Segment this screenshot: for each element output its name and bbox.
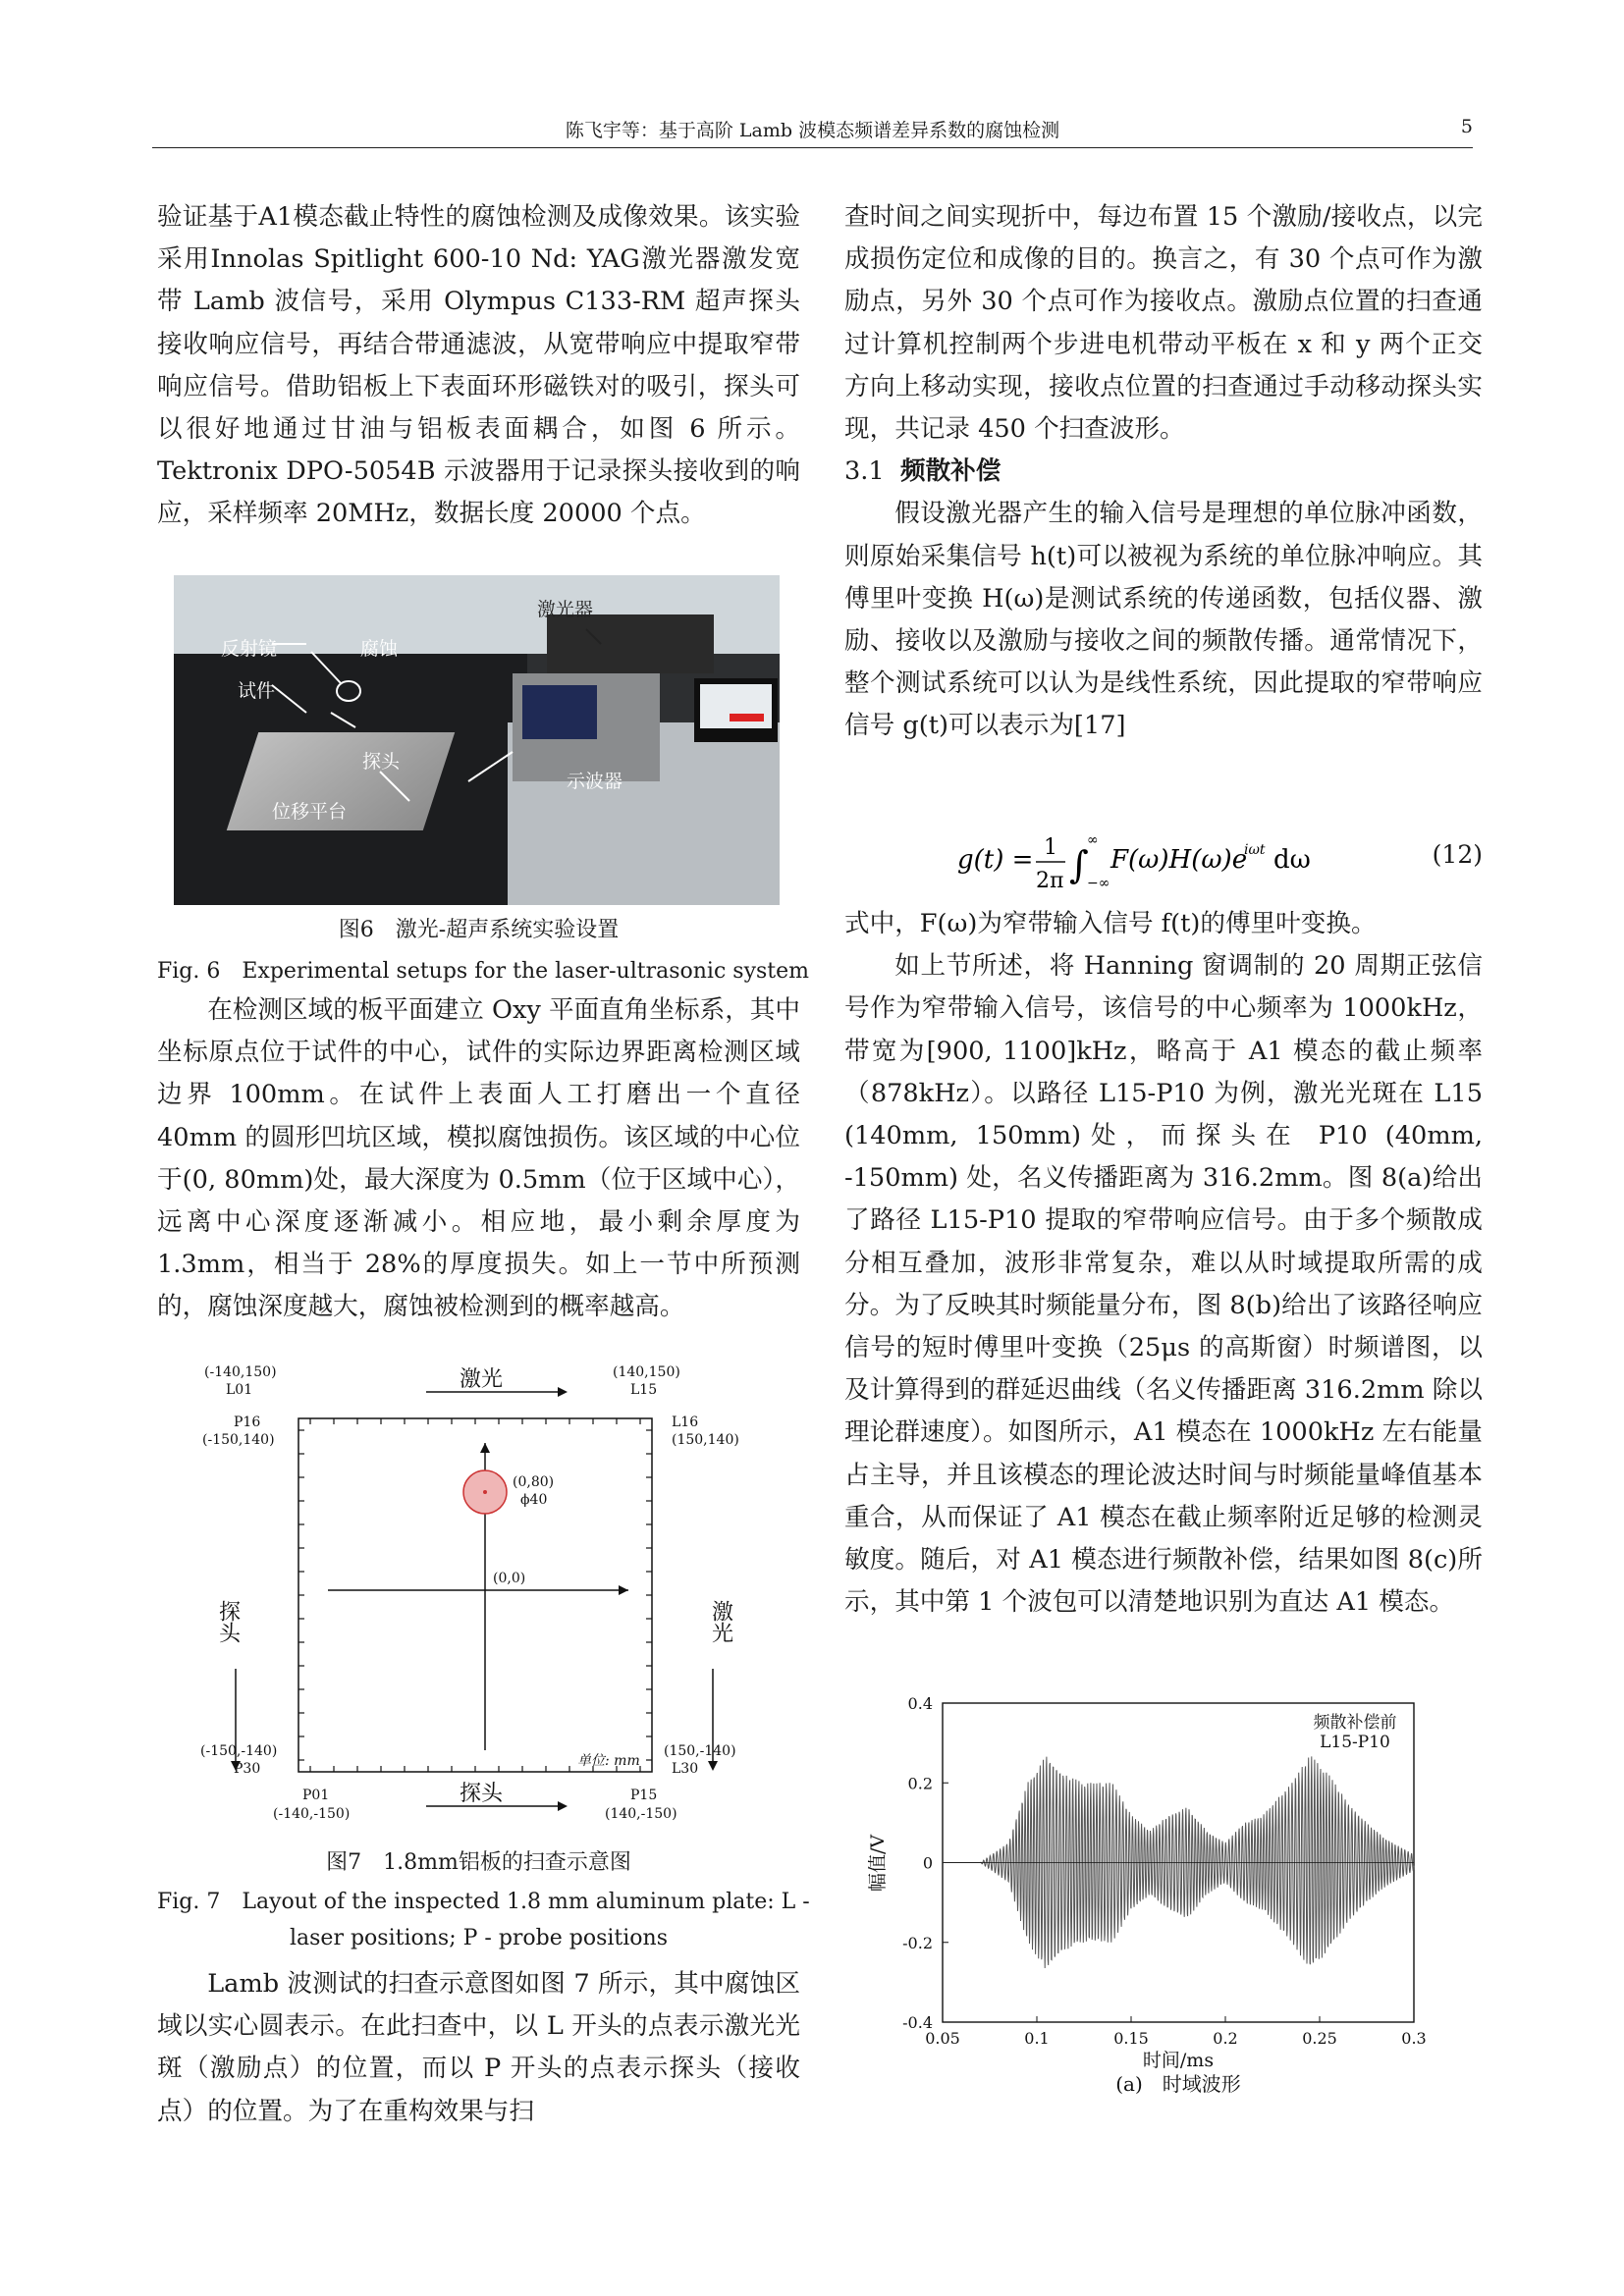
x-axis-label: 时间/ms [1142, 2050, 1215, 2071]
left-para-2: 在检测区域的板平面建立 Oxy 平面直角坐标系，其中坐标原点位于试件的中心，试件的实际边界距离检测区域边界 100mm。在试件上表面人工打磨出一个直径 40mm 的圆形凹坑区域，模拟腐蚀损伤。该区域的中心位于(0, 80mm)处，最大深度为 0.5mm（位于区域中心），远离中心深度逐渐减小。相应地，最小剩余厚度为 1.3mm，相当于 28%的厚度损失。如上一节中所预测的，腐蚀深度越大，腐蚀被检测到的概率越高。 [157, 995, 800, 1322]
x-tick-label: 0.1 [1024, 2029, 1050, 2048]
svg-text:2π: 2π [1036, 869, 1064, 893]
label-scope: 示波器 [567, 771, 623, 792]
photo-annotations [174, 575, 780, 905]
svg-text:1: 1 [1044, 835, 1057, 860]
left-column-3 [157, 1963, 800, 2133]
p01-coord: (-140,-150) [273, 1806, 351, 1822]
label-mirror: 反射镜 [221, 638, 278, 660]
defect-center-label: (0,80) [513, 1474, 555, 1490]
svg-text:∞: ∞ [1087, 832, 1099, 848]
y-tick-label: -0.2 [902, 1933, 933, 1952]
figure6-caption-en: Fig. 6 Experimental setups for the laser-ultrasonic system [157, 959, 810, 984]
label-probe: 探头 [362, 751, 401, 773]
right-direction-label: 激光 [708, 1600, 733, 1643]
label-corrosion: 腐蚀 [360, 638, 399, 660]
y-axis-label: 幅值/V [867, 1834, 889, 1893]
svg-text:∫: ∫ [1069, 843, 1089, 886]
figure7-caption-cn: 图7 1.8mm铝板的扫查示意图 [326, 1850, 631, 1875]
figure7-caption-en-1: Fig. 7 Layout of the inspected 1.8 mm aluminum plate: L - [157, 1890, 810, 1914]
left-column-2 [157, 989, 800, 1329]
right-column-2 [844, 903, 1483, 1624]
figure7-caption-en-2: laser positions; P - probe positions [289, 1926, 668, 1950]
l30-coord: (150,-140) [664, 1743, 736, 1759]
section-number: 3.1 [844, 456, 885, 487]
tl-coord: (-140,150) [204, 1364, 277, 1380]
y-tick-label: 0.4 [907, 1694, 933, 1713]
legend-line-1: 频散补偿前 [1313, 1713, 1397, 1733]
p30-coord: (-150,-140) [200, 1743, 278, 1759]
origin-label: (0,0) [493, 1571, 526, 1586]
p16-coord: (-150,140) [202, 1432, 275, 1448]
running-header [152, 114, 1473, 148]
svg-text:F(ω)H(ω)e: F(ω)H(ω)e [1110, 845, 1248, 875]
top-direction-label: 激光 [459, 1367, 504, 1392]
l16-id: L16 [672, 1415, 699, 1430]
svg-text:iωt: iωt [1244, 842, 1266, 858]
svg-text:dω: dω [1273, 845, 1311, 875]
right-para-3: 式中，F(ω)为窄带输入信号 f(t)的傅里叶变换。 [844, 909, 1377, 938]
equation-12 [957, 823, 1488, 901]
svg-text:g(t) =: g(t) = [957, 845, 1034, 875]
figure8a-caption: (a) 时域波形 [1115, 2072, 1241, 2096]
svg-text:−∞: −∞ [1087, 876, 1110, 891]
x-tick-label: 0.05 [925, 2029, 960, 2048]
tr-coord: (140,150) [613, 1364, 680, 1380]
y-tick-label: -0.4 [902, 2013, 933, 2032]
left-para-1: 验证基于A1模态截止特性的腐蚀检测及成像效果。该实验采用Innolas Spitlight 600-10 Nd: YAG激光器激发宽带 Lamb 波信号，采用 Olympus C133-RM 超声探头接收响应信号，再结合带通滤波，从宽带响应中提取窄带响应信号。借助铝板上下表面环形磁铁对的吸引，探头可以很好地通过甘油与铝板表面耦合，如图 6 所示。Tektronix DPO-5054B 示波器用于记录探头接收到的响应，采样频率 20MHz，数据长度 20000 个点。 [157, 202, 800, 529]
p16-id: P16 [234, 1415, 261, 1430]
unit-label: 单位: mm [577, 1753, 640, 1769]
right-column [844, 196, 1483, 748]
p15-id: P15 [630, 1788, 658, 1803]
y-tick-label: 0 [922, 1853, 933, 1873]
figure6-caption-cn: 图6 激光-超声系统实验设置 [338, 918, 620, 942]
left-direction-label: 探头 [215, 1600, 241, 1643]
l30-id: L30 [672, 1761, 699, 1777]
x-tick-label: 0.15 [1113, 2029, 1149, 2048]
left-column [157, 196, 800, 536]
tr-id: L15 [630, 1382, 658, 1398]
running-title: 陈飞宇等：基于高阶 Lamb 波模态频谱差异系数的腐蚀检测 [565, 120, 1060, 141]
x-tick-label: 0.25 [1302, 2029, 1337, 2048]
left-para-3: Lamb 波测试的扫查示意图如图 7 所示，其中腐蚀区域以实心圆表示。在此扫查中，以 L 开头的点表示激光光斑（激励点）的位置，而以 P 开头的点表示探头（接收点）的位置。为了在重构效果与扫 [157, 1969, 800, 2126]
label-stage: 位移平台 [272, 801, 348, 823]
right-laser-points [646, 1430, 652, 1760]
label-laser: 激光器 [537, 599, 594, 620]
right-para-2: 假设激光器产生的输入信号是理想的单位脉冲函数，则原始采集信号 h(t)可以被视为系统的单位脉冲响应。其傅里叶变换 H(ω)是测试系统的传递函数，包括仪器、激励、接收以及激励与接收之间的频散传播。通常情况下，整个测试系统可以认为是线性系统，因此提取的窄带响应信号 g(t)可以表示为[17] [844, 499, 1483, 741]
x-tick-label: 0.3 [1401, 2029, 1427, 2048]
page-number: 5 [1460, 116, 1473, 137]
figure6-photo [174, 575, 780, 905]
equation-formula [957, 823, 1370, 901]
section-title: 频散补偿 [899, 456, 1001, 487]
p30-id: P30 [234, 1761, 261, 1777]
inspection-region [298, 1418, 652, 1772]
legend-line-2: L15-P10 [1320, 1733, 1390, 1752]
tl-id: L01 [226, 1382, 253, 1398]
l16-coord: (150,140) [672, 1432, 739, 1448]
p01-id: P01 [302, 1788, 330, 1803]
x-tick-label: 0.2 [1213, 2029, 1238, 2048]
figure8a-chart [844, 1688, 1483, 2101]
figure7-diagram [196, 1364, 766, 1845]
equation-number: (12) [1432, 840, 1483, 869]
right-para-1: 查时间之间实现折中，每边布置 15 个激励/接收点，以完成损伤定位和成像的目的。换言之，有 30 个点可作为激励点，另外 30 个点可作为接收点。激励点位置的扫查通过计算机控制两个步进电机带动平板在 x 和 y 两个正交方向上移动实现，接收点位置的扫查通过手动移动探头实现，共记录 450 个扫查波形。 [844, 202, 1483, 445]
label-specimen: 试件 [238, 680, 276, 702]
bottom-direction-label: 探头 [459, 1782, 504, 1806]
y-tick-label: 0.2 [907, 1774, 933, 1793]
section-heading [844, 451, 1483, 493]
right-para-4: 如上节所述，将 Hanning 窗调制的 20 周期正弦信号作为窄带输入信号，该信号的中心频率为 1000kHz，带宽为[900, 1100]kHz，略高于 A1 模态的截止频率（878kHz）。以路径 L15-P10 为例，激光光斑在 L15 (140mm, 150mm)处，而探头在 P10 (40mm, -150mm) 处，名义传播距离为 316.2mm。图 8(a)给出了路径 L15-P10 提取的窄带响应信号。由于多个频散成分相互叠加，波形非常复杂，难以从时域提取所需的成分。为了反映其时频能量分布，图 8(b)给出了该路径响应信号的短时傅里叶变换（25μs 的高斯窗）时频谱图，以及计算得到的群延迟曲线（名义传播距离 316.2mm 除以理论群速度）。如图所示，A1 模态在 1000kHz 左右能量占主导，并且该模态的理论波达时间与时频能量峰值基本重合，从而保证了 A1 模态在截止频率附近足够的检测灵敏度。随后，对 A1 模态进行频散补偿，结果如图 8(c)所示，其中第 1 个波包可以清楚地识别为直达 A1 模态。 [844, 951, 1483, 1618]
left-probe-points [298, 1430, 304, 1760]
top-laser-points [310, 1418, 640, 1424]
p15-coord: (140,-150) [605, 1806, 677, 1822]
defect-diameter-label: ϕ40 [520, 1492, 548, 1508]
